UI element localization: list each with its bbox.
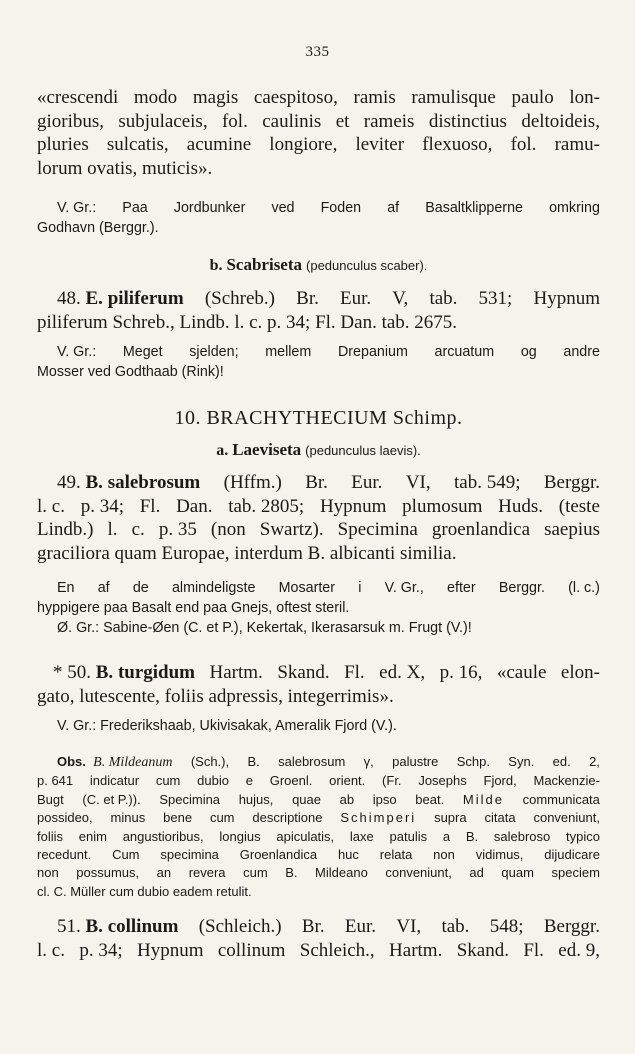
species-51-entry <box>37 915 600 962</box>
text-line: V. Gr.: Meget sjelden; mellem Drepanium arcuatum og andre <box>57 344 600 360</box>
section-heading-scabriseta: b. Scabriseta (pedunculus scaber). <box>209 255 428 274</box>
text-line: Bugt (C. et P.)). Specimina hujus, quae ab ipso beat. Milde communicata <box>37 791 600 807</box>
text-line: p. 641 indicatur cum dubio e Groenl. orient. (Fr. Josephs Fjord, Mackenzie- <box>37 773 600 789</box>
text-line: * 50. B. turgidum Hartm. Skand. Fl. ed. X, p. 16, «caule elon- <box>53 662 600 683</box>
text-line: Obs. B. Mildeanum (Sch.), B. salebrosum γ, palustre Schp. Syn. ed. 2, <box>57 754 600 770</box>
text-line: gioribus, subjulaceis, fol. caulinis et rameis distinctius deltoideis, <box>37 110 600 132</box>
text-line: Godhavn (Berggr.). <box>37 220 159 236</box>
genus-heading-brachythecium: 10. BRACHYTHECIUM Schimp. <box>174 407 463 429</box>
species-name: collinum <box>107 916 179 937</box>
text-line: l. c. p. 34; Hypnum collinum Schleich., Hartm. Skand. Fl. ed. 9, <box>37 939 600 961</box>
text-line: V. Gr.: Paa Jordbunker ved Foden af Basaltklipperne omkring <box>57 200 600 216</box>
text-line: Ø. Gr.: Sabine-Øen (C. et P.), Kekertak, Ikerasarsuk m. Frugt (V.)! <box>57 620 472 636</box>
text-line: lorum ovatis, muticis». <box>37 157 213 179</box>
species-49-distribution <box>37 578 600 638</box>
text-line: pluries sulcatis, acumine longiore, leviter flexuoso, fol. ramu- <box>37 134 600 155</box>
locality-note-godthaab <box>37 342 600 382</box>
paragraph-crescendi <box>37 86 600 180</box>
species-49-entry <box>37 471 600 565</box>
species-name: piliferum <box>107 288 184 309</box>
section-heading-laeviseta: a. Laeviseta (pedunculus laevis). <box>216 440 421 459</box>
text-line: 49. B. salebrosum (Hffm.) Br. Eur. VI, tab. 549; Berggr. <box>57 472 600 493</box>
text-line: 51. B. collinum (Schleich.) Br. Eur. VI, tab. 548; Berggr. <box>57 916 600 937</box>
species-50-entry <box>37 661 600 708</box>
text-line: En af de almindeligste Mosarter i V. Gr., efter Berggr. (l. c.) <box>57 580 600 596</box>
species-50-locality: V. Gr.: Frederikshaab, Ukivisakak, Ameralik Fjord (V.). <box>57 718 397 734</box>
text-line: recedunt. Cum specimina Groenlandica huc relata non vidimus, dijudicare <box>37 847 600 863</box>
text-line: l. c. p. 34; Fl. Dan. tab. 2805; Hypnum plumosum Huds. (teste <box>37 495 600 517</box>
text-line: possideo, minus bene cum descriptione Schimperi supra citata conveniunt, <box>37 810 600 826</box>
text-line: gato, lutescente, foliis adpressis, integerrimis». <box>37 685 394 707</box>
page-number: 335 <box>305 44 330 60</box>
text-line: non possumus, an revera cum B. Mildeano conveniunt, ad quam speciem <box>37 865 600 881</box>
text-line: 48. E. piliferum (Schreb.) Br. Eur. V, tab. 531; Hypnum <box>57 288 600 309</box>
text-line: graciliora quam Europae, interdum B. albicanti similia. <box>37 542 457 564</box>
text-line: Mosser ved Godthaab (Rink)! <box>37 364 224 380</box>
text-line: «crescendi modo magis caespitoso, ramis ramulisque paulo lon- <box>37 87 600 108</box>
species-name: salebrosum <box>107 472 201 493</box>
locality-note-godhavn <box>37 198 600 238</box>
observation-note <box>37 753 600 901</box>
text-line: piliferum Schreb., Lindb. l. c. p. 34; Fl. Dan. tab. 2675. <box>37 311 458 333</box>
text-line: Lindb.) l. c. p. 35 (non Swartz). Specimina groenlandica saepius <box>37 519 600 540</box>
text-line: cl. C. Müller cum dubio eadem retulit. <box>37 883 252 899</box>
text-line: hyppigere paa Basalt end paa Gnejs, oftest steril. <box>37 600 350 616</box>
text-line: foliis enim angustioribus, longius apiculatis, laxe patulis a B. salebroso typico <box>37 828 600 844</box>
species-name: turgidum <box>117 662 196 683</box>
species-48-entry <box>37 287 600 334</box>
